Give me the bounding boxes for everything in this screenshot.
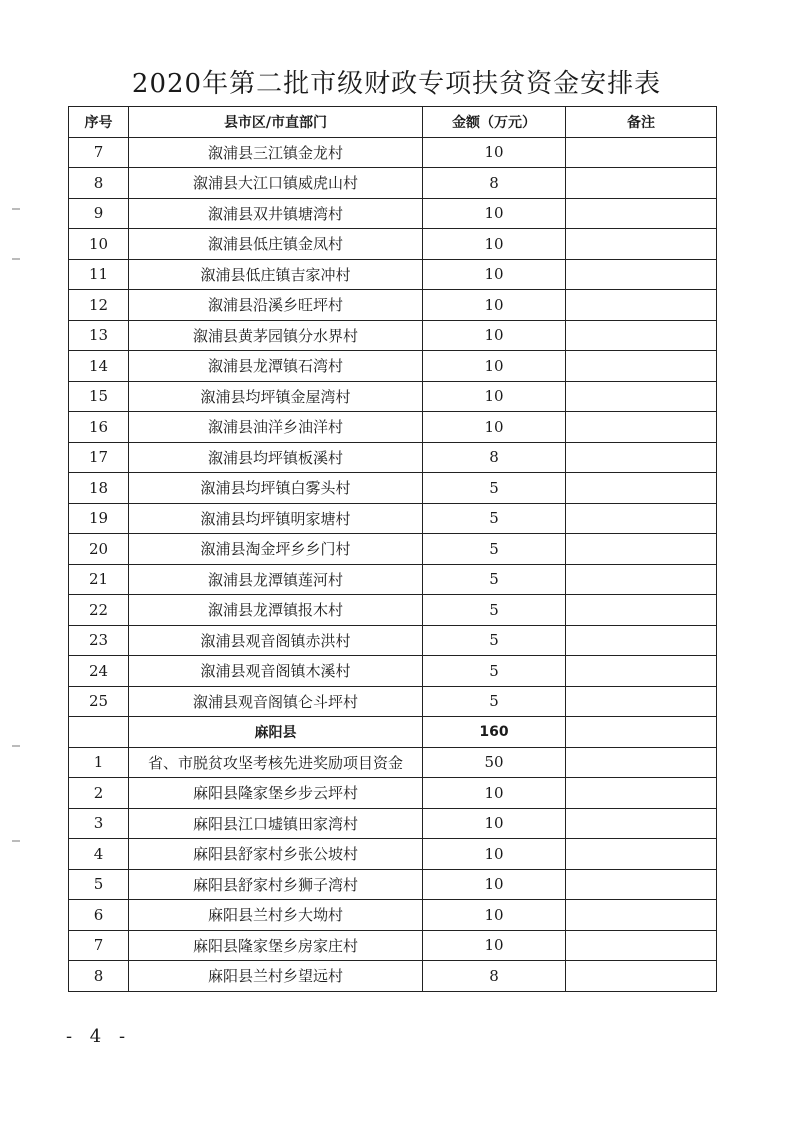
cell-department: 溆浦县观音阁镇仑斗坪村 [129,686,423,717]
scan-mark [12,258,20,260]
cell-department: 溆浦县龙潭镇莲河村 [129,564,423,595]
cell-serial-number: 12 [69,290,129,321]
cell-department: 麻阳县隆家堡乡房家庄村 [129,930,423,961]
cell-serial-number: 9 [69,198,129,229]
table-row [69,412,717,443]
table-row [69,778,717,809]
cell-serial-number: 17 [69,442,129,473]
cell-department: 溆浦县观音阁镇赤洪村 [129,625,423,656]
cell-amount: 5 [423,595,566,626]
cell-remarks [566,625,717,656]
header-amount: 金额（万元） [423,107,566,138]
cell-amount: 10 [423,930,566,961]
table-row [69,564,717,595]
table-row [69,900,717,931]
cell-amount: 10 [423,320,566,351]
cell-amount: 10 [423,137,566,168]
cell-serial-number: 18 [69,473,129,504]
cell-serial-number: 20 [69,534,129,565]
cell-remarks [566,717,717,748]
cell-serial-number: 4 [69,839,129,870]
cell-remarks [566,229,717,260]
cell-amount: 5 [423,534,566,565]
table-row [69,839,717,870]
cell-serial-number: 14 [69,351,129,382]
cell-amount: 10 [423,229,566,260]
cell-department: 溆浦县双井镇塘湾村 [129,198,423,229]
header-remarks: 备注 [566,107,717,138]
cell-department: 省、市脱贫攻坚考核先进奖励项目资金 [129,747,423,778]
cell-department: 溆浦县观音阁镇木溪村 [129,656,423,687]
cell-amount: 10 [423,839,566,870]
table-row [69,595,717,626]
cell-amount: 8 [423,961,566,992]
scan-mark [12,745,20,747]
table-row [69,473,717,504]
subtotal-row [69,717,717,748]
cell-department: 溆浦县低庄镇金凤村 [129,229,423,260]
table-row [69,290,717,321]
cell-department: 麻阳县江口墟镇田家湾村 [129,808,423,839]
cell-remarks [566,961,717,992]
cell-department: 溆浦县低庄镇吉家冲村 [129,259,423,290]
table-row [69,869,717,900]
cell-serial-number: 15 [69,381,129,412]
allocation-table [68,106,717,992]
cell-serial-number: 16 [69,412,129,443]
cell-remarks [566,259,717,290]
cell-department: 麻阳县隆家堡乡步云坪村 [129,778,423,809]
cell-remarks [566,168,717,199]
table-row [69,503,717,534]
cell-department: 溆浦县均坪镇白雾头村 [129,473,423,504]
cell-amount: 10 [423,259,566,290]
table-row [69,930,717,961]
table-row [69,534,717,565]
cell-department: 麻阳县兰村乡大坳村 [129,900,423,931]
cell-department: 溆浦县三江镇金龙村 [129,137,423,168]
cell-serial-number [69,717,129,748]
cell-amount: 160 [423,717,566,748]
cell-remarks [566,412,717,443]
cell-amount: 8 [423,168,566,199]
cell-amount: 10 [423,900,566,931]
cell-amount: 8 [423,442,566,473]
table-row [69,198,717,229]
cell-serial-number: 23 [69,625,129,656]
cell-amount: 5 [423,503,566,534]
table-row [69,961,717,992]
cell-remarks [566,442,717,473]
cell-serial-number: 25 [69,686,129,717]
cell-serial-number: 24 [69,656,129,687]
table-row [69,381,717,412]
cell-remarks [566,656,717,687]
cell-department: 溆浦县龙潭镇报木村 [129,595,423,626]
cell-serial-number: 7 [69,930,129,961]
cell-amount: 5 [423,564,566,595]
cell-remarks [566,747,717,778]
cell-department: 麻阳县舒家村乡狮子湾村 [129,869,423,900]
cell-remarks [566,595,717,626]
cell-remarks [566,503,717,534]
cell-serial-number: 11 [69,259,129,290]
cell-remarks [566,534,717,565]
cell-department: 溆浦县油洋乡油洋村 [129,412,423,443]
cell-department: 麻阳县 [129,717,423,748]
cell-amount: 10 [423,351,566,382]
table-row [69,747,717,778]
cell-remarks [566,778,717,809]
cell-amount: 10 [423,381,566,412]
cell-remarks [566,137,717,168]
cell-amount: 10 [423,808,566,839]
cell-remarks [566,686,717,717]
cell-department: 麻阳县舒家村乡张公坡村 [129,839,423,870]
table-row [69,625,717,656]
cell-remarks [566,351,717,382]
table-row [69,137,717,168]
cell-serial-number: 13 [69,320,129,351]
cell-remarks [566,320,717,351]
cell-serial-number: 8 [69,961,129,992]
cell-serial-number: 2 [69,778,129,809]
cell-department: 溆浦县均坪镇板溪村 [129,442,423,473]
cell-amount: 10 [423,869,566,900]
table-row [69,168,717,199]
cell-amount: 10 [423,412,566,443]
cell-serial-number: 21 [69,564,129,595]
cell-department: 溆浦县龙潭镇石湾村 [129,351,423,382]
cell-remarks [566,900,717,931]
table-row [69,351,717,382]
cell-amount: 5 [423,625,566,656]
table-header-row [69,107,717,138]
table-row [69,259,717,290]
cell-department: 溆浦县沿溪乡旺坪村 [129,290,423,321]
cell-remarks [566,290,717,321]
cell-remarks [566,930,717,961]
cell-remarks [566,564,717,595]
cell-department: 溆浦县大江口镇威虎山村 [129,168,423,199]
cell-remarks [566,839,717,870]
cell-amount: 5 [423,656,566,687]
scan-mark [12,208,20,210]
cell-department: 溆浦县均坪镇明家塘村 [129,503,423,534]
cell-amount: 5 [423,686,566,717]
cell-remarks [566,381,717,412]
cell-serial-number: 22 [69,595,129,626]
cell-amount: 5 [423,473,566,504]
cell-amount: 10 [423,290,566,321]
page-title: 2020年第二批市级财政专项扶贫资金安排表 [131,69,662,99]
cell-serial-number: 10 [69,229,129,260]
scan-mark [12,840,20,842]
table-row [69,229,717,260]
cell-serial-number: 6 [69,900,129,931]
cell-department: 溆浦县均坪镇金屋湾村 [129,381,423,412]
cell-serial-number: 8 [69,168,129,199]
cell-amount: 10 [423,778,566,809]
cell-remarks [566,198,717,229]
page-number: - 4 - [66,1026,132,1047]
cell-department: 溆浦县淘金坪乡乡门村 [129,534,423,565]
table-row [69,656,717,687]
cell-amount: 10 [423,198,566,229]
cell-department: 麻阳县兰村乡望远村 [129,961,423,992]
table-row [69,320,717,351]
header-serial-number: 序号 [69,107,129,138]
cell-serial-number: 5 [69,869,129,900]
table-row [69,686,717,717]
cell-remarks [566,869,717,900]
cell-serial-number: 3 [69,808,129,839]
cell-serial-number: 19 [69,503,129,534]
header-department: 县市区/市直部门 [129,107,423,138]
cell-remarks [566,473,717,504]
table-row [69,808,717,839]
cell-amount: 50 [423,747,566,778]
cell-remarks [566,808,717,839]
cell-serial-number: 7 [69,137,129,168]
cell-department: 溆浦县黄茅园镇分水界村 [129,320,423,351]
table-row [69,442,717,473]
cell-serial-number: 1 [69,747,129,778]
